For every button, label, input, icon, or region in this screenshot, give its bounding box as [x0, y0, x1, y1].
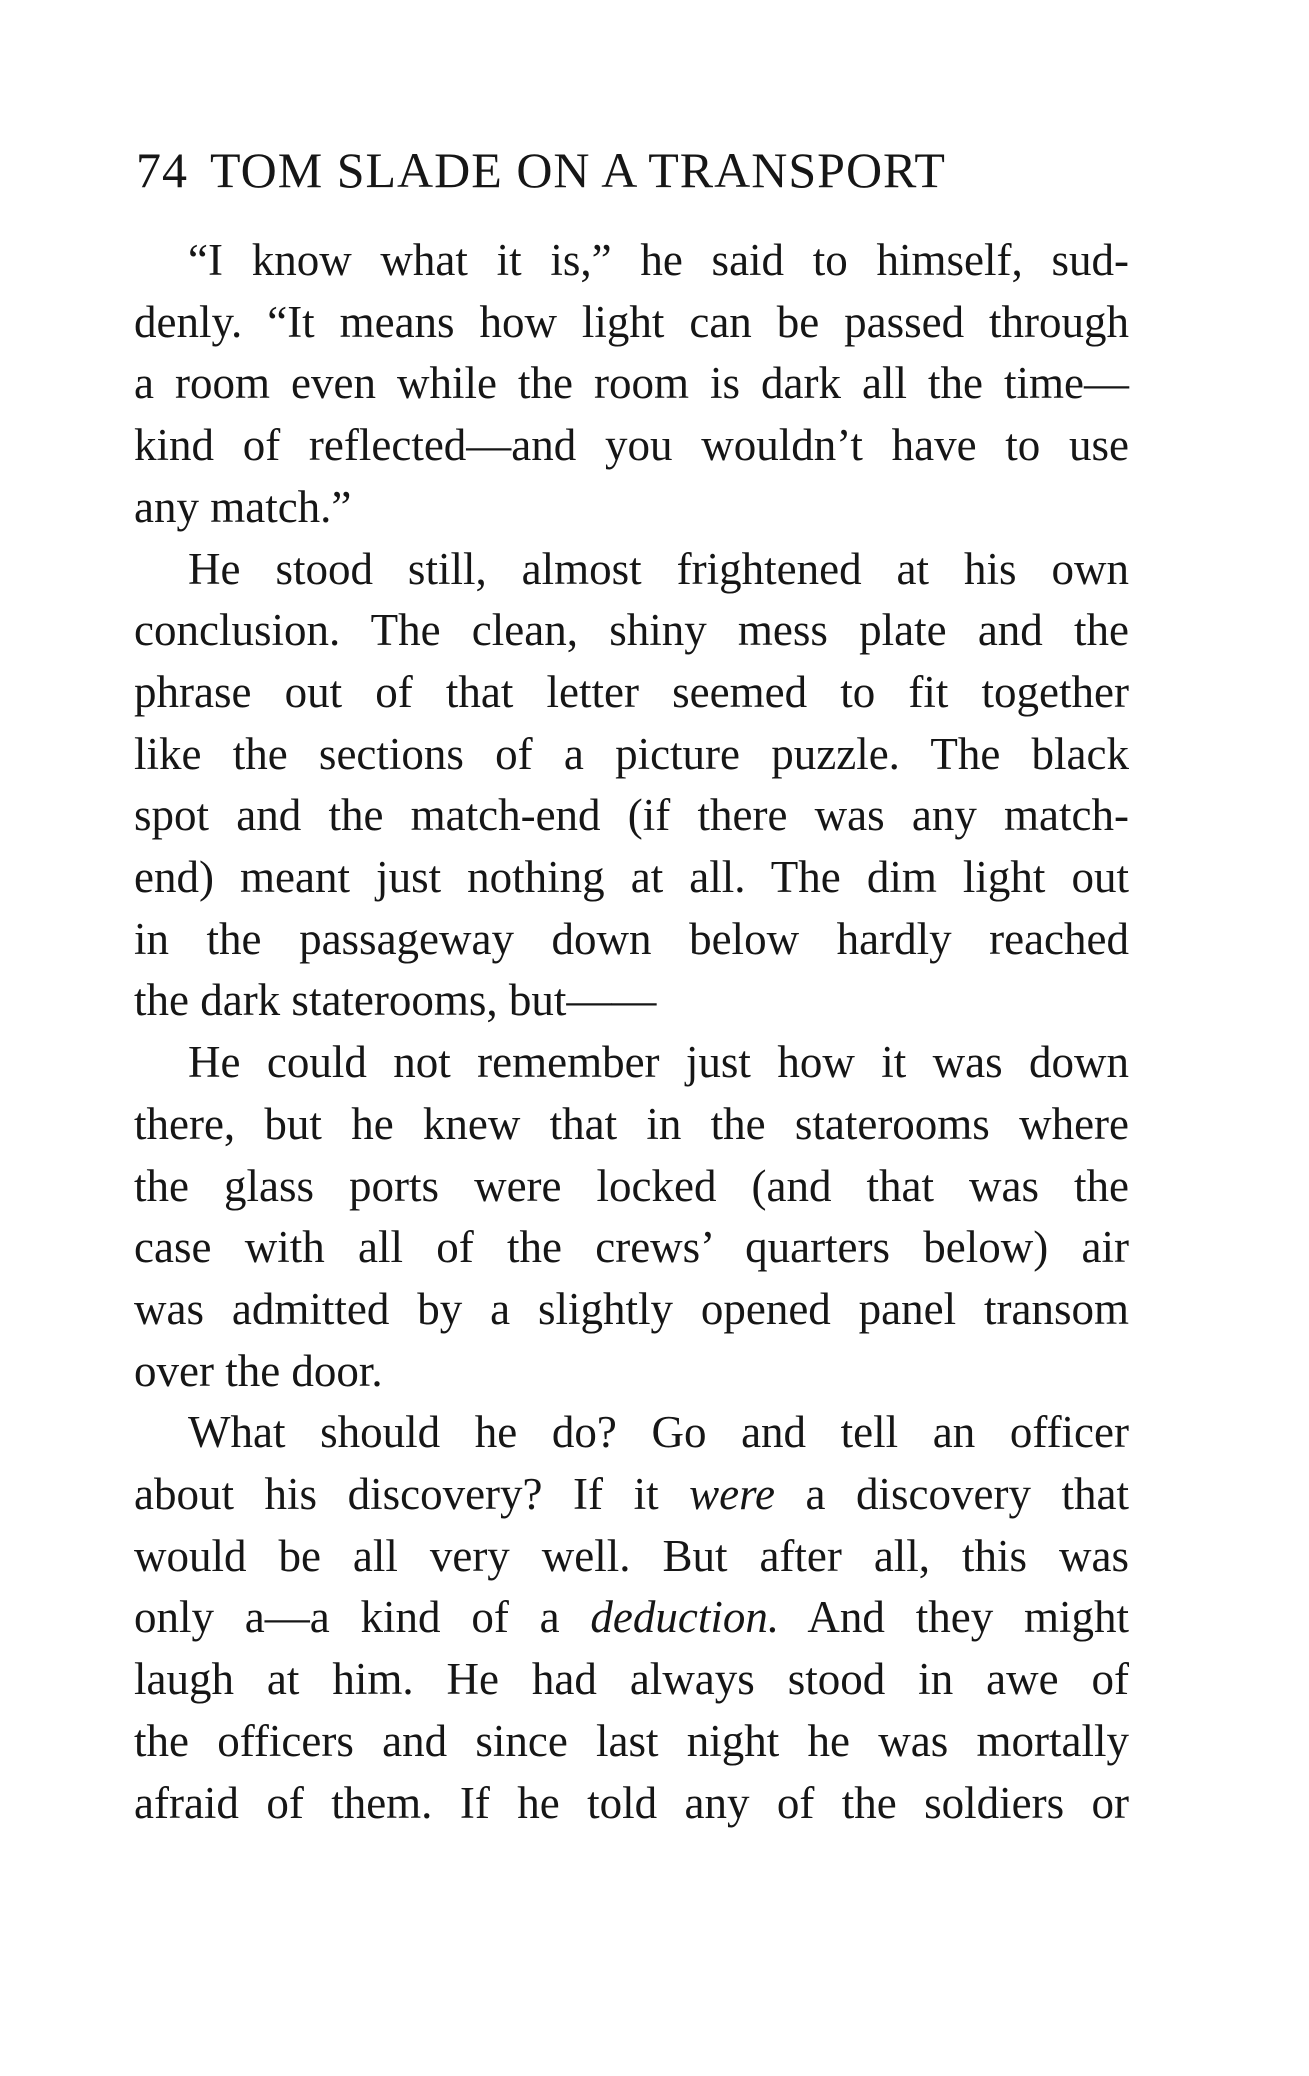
text-line: afraid of them. If he told any of the soldiers or: [134, 1777, 1129, 1828]
paragraph: [134, 1032, 1129, 1402]
text-line: in the passageway down below hardly reached: [134, 913, 1129, 964]
text-segment: about his discovery? If it: [134, 1469, 690, 1520]
text-line: was admitted by a slightly opened panel transom: [134, 1283, 1129, 1334]
paragraph: [134, 539, 1129, 1033]
running-title: TOM SLADE ON A TRANSPORT: [210, 142, 946, 198]
text-line: He could not remember just how it was down: [188, 1037, 1129, 1088]
text-line: would be all very well. But after all, this was: [134, 1530, 1129, 1581]
text-line: case with all of the crews’ quarters below) air: [134, 1222, 1129, 1273]
text-segment: only a—a kind of a: [134, 1592, 591, 1643]
text-line: the officers and since last night he was mortally: [134, 1715, 1129, 1766]
text-line: the dark staterooms, but——: [134, 975, 657, 1026]
text-segment: And they might: [779, 1592, 1129, 1643]
text-line: He stood still, almost frightened at his own: [188, 543, 1129, 594]
text-line: the glass ports were locked (and that was the: [134, 1160, 1129, 1211]
text-line: like the sections of a picture puzzle. The black: [134, 728, 1129, 779]
text-line: kind of reflected—and you wouldn’t have to use: [134, 420, 1129, 471]
paragraph: [134, 1402, 1129, 1834]
body-text: [134, 230, 1129, 1834]
emphasis-text: were: [689, 1469, 775, 1520]
text-line: end) meant just nothing at all. The dim light out: [134, 852, 1129, 903]
text-line: What should he do? Go and tell an officer: [188, 1407, 1129, 1458]
text-line: a room even while the room is dark all the time—: [134, 358, 1129, 409]
text-line: spot and the match-end (if there was any match-: [134, 790, 1129, 841]
text-line: over the door.: [134, 1345, 383, 1396]
text-line: laugh at him. He had always stood in awe of: [134, 1654, 1129, 1705]
text-line: conclusion. The clean, shiny mess plate and the: [134, 605, 1129, 656]
text-line: [134, 1587, 1129, 1649]
text-line: denly. “It means how light can be passed through: [134, 296, 1129, 347]
text-segment: a discovery that: [774, 1469, 1129, 1520]
page-number: 74: [136, 142, 188, 198]
text-line: phrase out of that letter seemed to fit together: [134, 666, 1129, 717]
text-line: any match.”: [134, 481, 352, 532]
paragraph: [134, 230, 1129, 539]
running-header: [136, 140, 1126, 200]
emphasis-text: deduction.: [590, 1592, 780, 1643]
text-line: [134, 1464, 1129, 1526]
text-line: there, but he knew that in the staterooms where: [134, 1098, 1129, 1149]
text-line: “I know what it is,” he said to himself, sud-: [188, 235, 1129, 285]
